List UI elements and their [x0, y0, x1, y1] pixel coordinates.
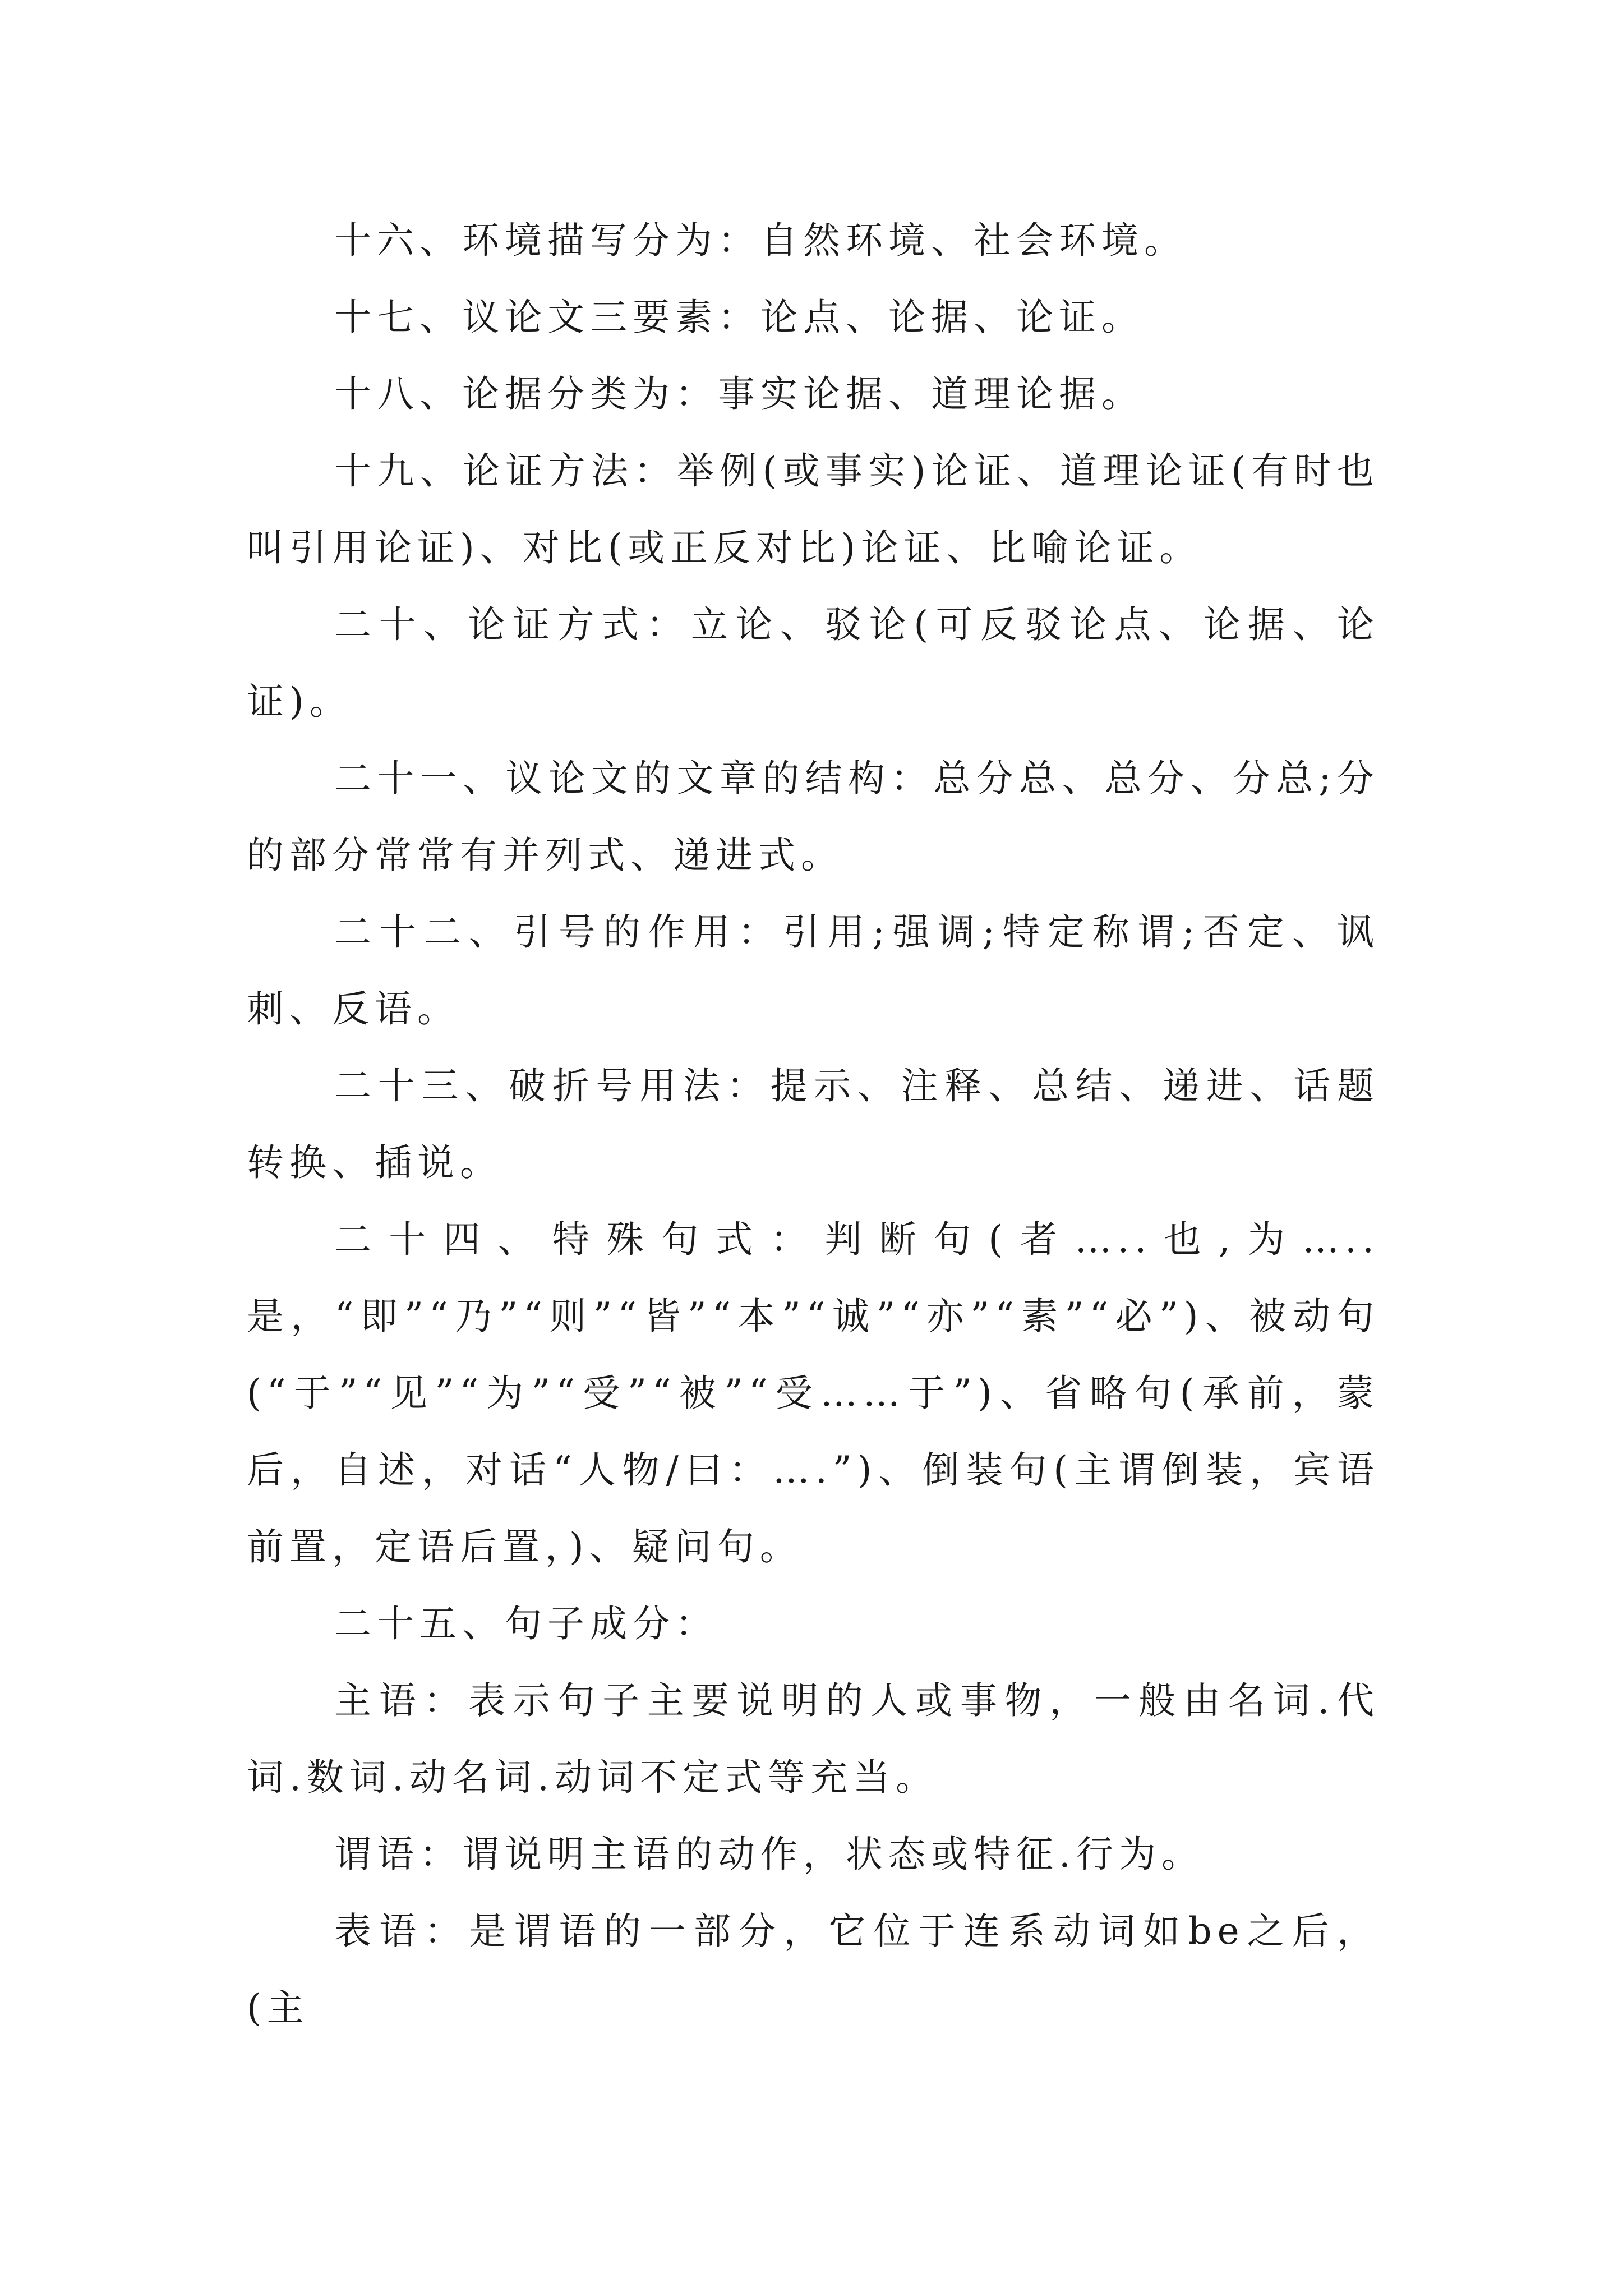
paragraph-argument-modes: 二十、论证方式：立论、驳论(可反驳论点、论据、论证)。 [247, 603, 1380, 723]
paragraph-predicative: 表语：是谓语的一部分，它位于连系动词如be之后，(主 [247, 1910, 1380, 2030]
paragraph-evidence-types: 十八、论据分类为：事实论据、道理论据。 [334, 372, 1144, 416]
paragraph-special-sentences: 二十四、特殊句式：判断句(者…..也,为…..是，“即”“乃”“则”“皆”“本”“诚”“亦”“素”“必”)、被动句(“于”“见”“为”“受”“被”“受……于”)、省略句(承前，蒙后，自述，对话“人物/曰：….”)、倒装句(主谓倒装，宾语前置，定语后置，)、疑问句。 [247, 1218, 1380, 1568]
paragraph-dash-usage: 二十三、破折号用法：提示、注释、总结、递进、话题转换、插说。 [247, 1064, 1380, 1184]
paragraph-sentence-components: 二十五、句子成分： [334, 1602, 718, 1645]
paragraph-argument-elements: 十七、议论文三要素：论点、论据、论证。 [334, 296, 1144, 339]
paragraph-subject: 主语：表示句子主要说明的人或事物，一般由名词.代词.数词.动名词.动词不定式等充当。 [247, 1679, 1380, 1799]
paragraph-quotation-marks: 二十二、引号的作用：引用;强调;特定称谓;否定、讽刺、反语。 [247, 910, 1380, 1030]
paragraph-environment-description: 十六、环境描写分为：自然环境、社会环境。 [334, 219, 1187, 262]
paragraph-essay-structure: 二十一、议论文的文章的结构：总分总、总分、分总;分的部分常常有并列式、递进式。 [247, 757, 1380, 877]
paragraph-predicate: 谓语：谓说明主语的动作，状态或特征.行为。 [334, 1833, 1204, 1876]
document-body [247, 202, 1380, 2046]
paragraph-argument-methods: 十九、论证方法：举例(或事实)论证、道理论证(有时也叫引用论证)、对比(或正反对比)论证、比喻论证。 [247, 449, 1380, 569]
